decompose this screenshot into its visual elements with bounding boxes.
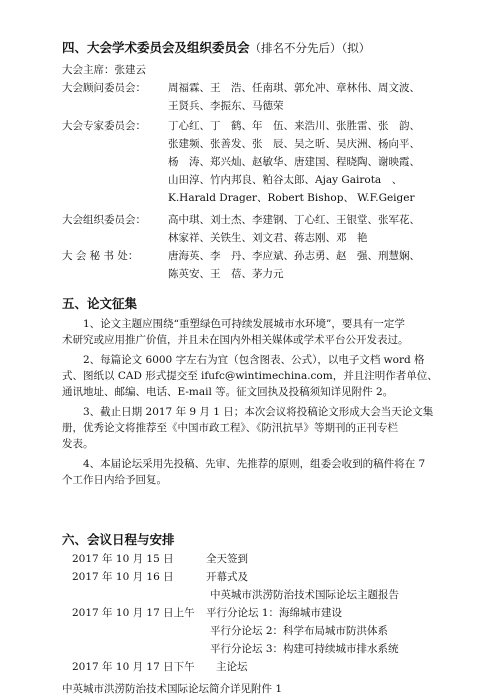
paper-line: 1、论文主题应围绕“重塑绿色可持续发展城市水环境”，要具有一定学 bbox=[62, 318, 405, 330]
section-6-title: 六、会议日程与安排 bbox=[62, 532, 175, 547]
advisors-row-1 bbox=[62, 81, 482, 96]
schedule-footnote: 中英城市洪涝防治技术国际论坛简介详见附件 1 bbox=[62, 683, 283, 695]
org-line: 高中琪、刘士杰、李建钢、丁心红、王银堂、张军花、 bbox=[168, 214, 420, 226]
schedule-date: 2017 年 10 月 17 日下午 bbox=[72, 661, 195, 673]
schedule-event: 平行分论坛 3：构建可持续城市排水系统 bbox=[210, 643, 399, 655]
experts-line: 张建频、张善发、张 辰、吴之昕、吴庆洲、杨向平、 bbox=[168, 138, 420, 150]
chair-line: 大会主席：张建云 bbox=[62, 64, 146, 76]
experts-row-5 bbox=[62, 191, 482, 206]
paper-item-1 bbox=[62, 316, 482, 348]
schedule-row bbox=[72, 552, 482, 567]
org-line: 林家祥、关铁生、刘文君、蒋志刚、邓 艳 bbox=[168, 232, 368, 244]
section-4-title: 四、大会学术委员会及组织委员会 bbox=[62, 40, 250, 55]
advisors-line: 王贤兵、李振东、马德荣 bbox=[168, 100, 284, 112]
org-row-1 bbox=[62, 213, 482, 228]
paper-line: 术研究或应用推广价值，并且未在国内外相关媒体或学术平台公开发表过。 bbox=[62, 334, 409, 346]
advisors-line: 周福霖、王 浩、任南琪、郭允冲、章林伟、周文波、 bbox=[168, 82, 420, 94]
section-4-subtitle: （排名不分先后）（拟） bbox=[249, 41, 371, 55]
paper-line: 册，优秀论文将推荐至《中国市政工程》、《防汛抗旱》等期刊的正刊专栏 bbox=[62, 422, 398, 434]
secretary-row-1 bbox=[62, 249, 482, 264]
paper-line: 个工作日内给予回复。 bbox=[62, 474, 167, 486]
schedule-date: 2017 年 10 月 16 日 bbox=[72, 571, 174, 583]
paper-line: 2、每篇论文 6000 字左右为宜（包含图表、公式），以电子文档 word 格 bbox=[62, 354, 425, 366]
schedule-event: 中英城市洪涝防治技术国际论坛主题报告 bbox=[210, 589, 399, 601]
experts-row-4 bbox=[62, 173, 482, 188]
schedule-event: 开幕式及 bbox=[206, 571, 248, 583]
schedule-row bbox=[72, 642, 482, 657]
paper-item-4 bbox=[62, 456, 482, 488]
experts-line: 丁心红、丁 鹤、年 伍、来浩川、张胜雷、张 韵、 bbox=[168, 120, 420, 132]
schedule-row bbox=[72, 624, 482, 639]
paper-line: 式、图纸以 CAD 形式提交至 ifufc@wintimechina.com，并且注明作者单位、 bbox=[62, 370, 438, 382]
schedule-event: 全天签到 bbox=[206, 553, 248, 565]
schedule-row bbox=[72, 606, 482, 621]
experts-label: 大会专家委员会： bbox=[62, 120, 146, 132]
secretary-label: 大 会 秘 书 处： bbox=[62, 250, 139, 262]
schedule-event: 主论坛 bbox=[216, 661, 248, 673]
schedule-event: 平行分论坛 1：海绵城市建设 bbox=[206, 607, 343, 619]
paper-line: 4、本届论坛采用先投稿、先审、先推荐的原则，组委会收到的稿件将在 7 bbox=[62, 458, 426, 470]
paper-line: 通讯地址、邮编、电话、E-mail 等。征文回执及投稿须知详见附件 2。 bbox=[62, 386, 394, 398]
experts-row-1 bbox=[62, 119, 482, 134]
secretary-line: 唐海英、李 丹、李应斌、孙志勇、赵 强、刑慧娴、 bbox=[168, 250, 420, 262]
experts-line: K.Harald Drager、Robert Bishop、 W.F.Geiger bbox=[168, 192, 415, 204]
experts-line: 山田淳、竹内邦良、粕谷太郎、Ajay Gairota 、 bbox=[168, 174, 403, 186]
secretary-row-2 bbox=[62, 267, 482, 282]
schedule-date: 2017 年 10 月 15 日 bbox=[72, 553, 174, 565]
paper-item-3 bbox=[62, 404, 482, 452]
schedule-event: 平行分论坛 2：科学布局城市防洪体系 bbox=[210, 625, 389, 637]
experts-row-2 bbox=[62, 137, 482, 152]
section-5-title: 五、论文征集 bbox=[62, 296, 138, 311]
schedule-date: 2017 年 10 月 17 日上午 bbox=[72, 607, 195, 619]
schedule-row bbox=[72, 588, 482, 603]
paper-item-2 bbox=[62, 352, 482, 400]
secretary-line: 陈英安、王 蓓、茅力元 bbox=[168, 268, 284, 280]
advisors-row-2 bbox=[62, 99, 482, 114]
org-row-2 bbox=[62, 231, 482, 246]
org-label: 大会组织委员会： bbox=[62, 214, 146, 226]
experts-row-3 bbox=[62, 155, 482, 170]
experts-line: 杨 涛、郑兴灿、赵敏华、唐建国、程晓陶、谢映霞、 bbox=[168, 156, 420, 168]
paper-line: 发表。 bbox=[62, 438, 94, 450]
section-4-heading bbox=[62, 38, 370, 56]
schedule-row bbox=[72, 660, 482, 675]
paper-line: 3、截止日期 2017 年 9 月 1 日；本次会议将投稿论文形成大会当天论文集 bbox=[62, 406, 434, 418]
advisors-label: 大会顾问委员会： bbox=[62, 82, 146, 94]
schedule-row bbox=[72, 570, 482, 585]
